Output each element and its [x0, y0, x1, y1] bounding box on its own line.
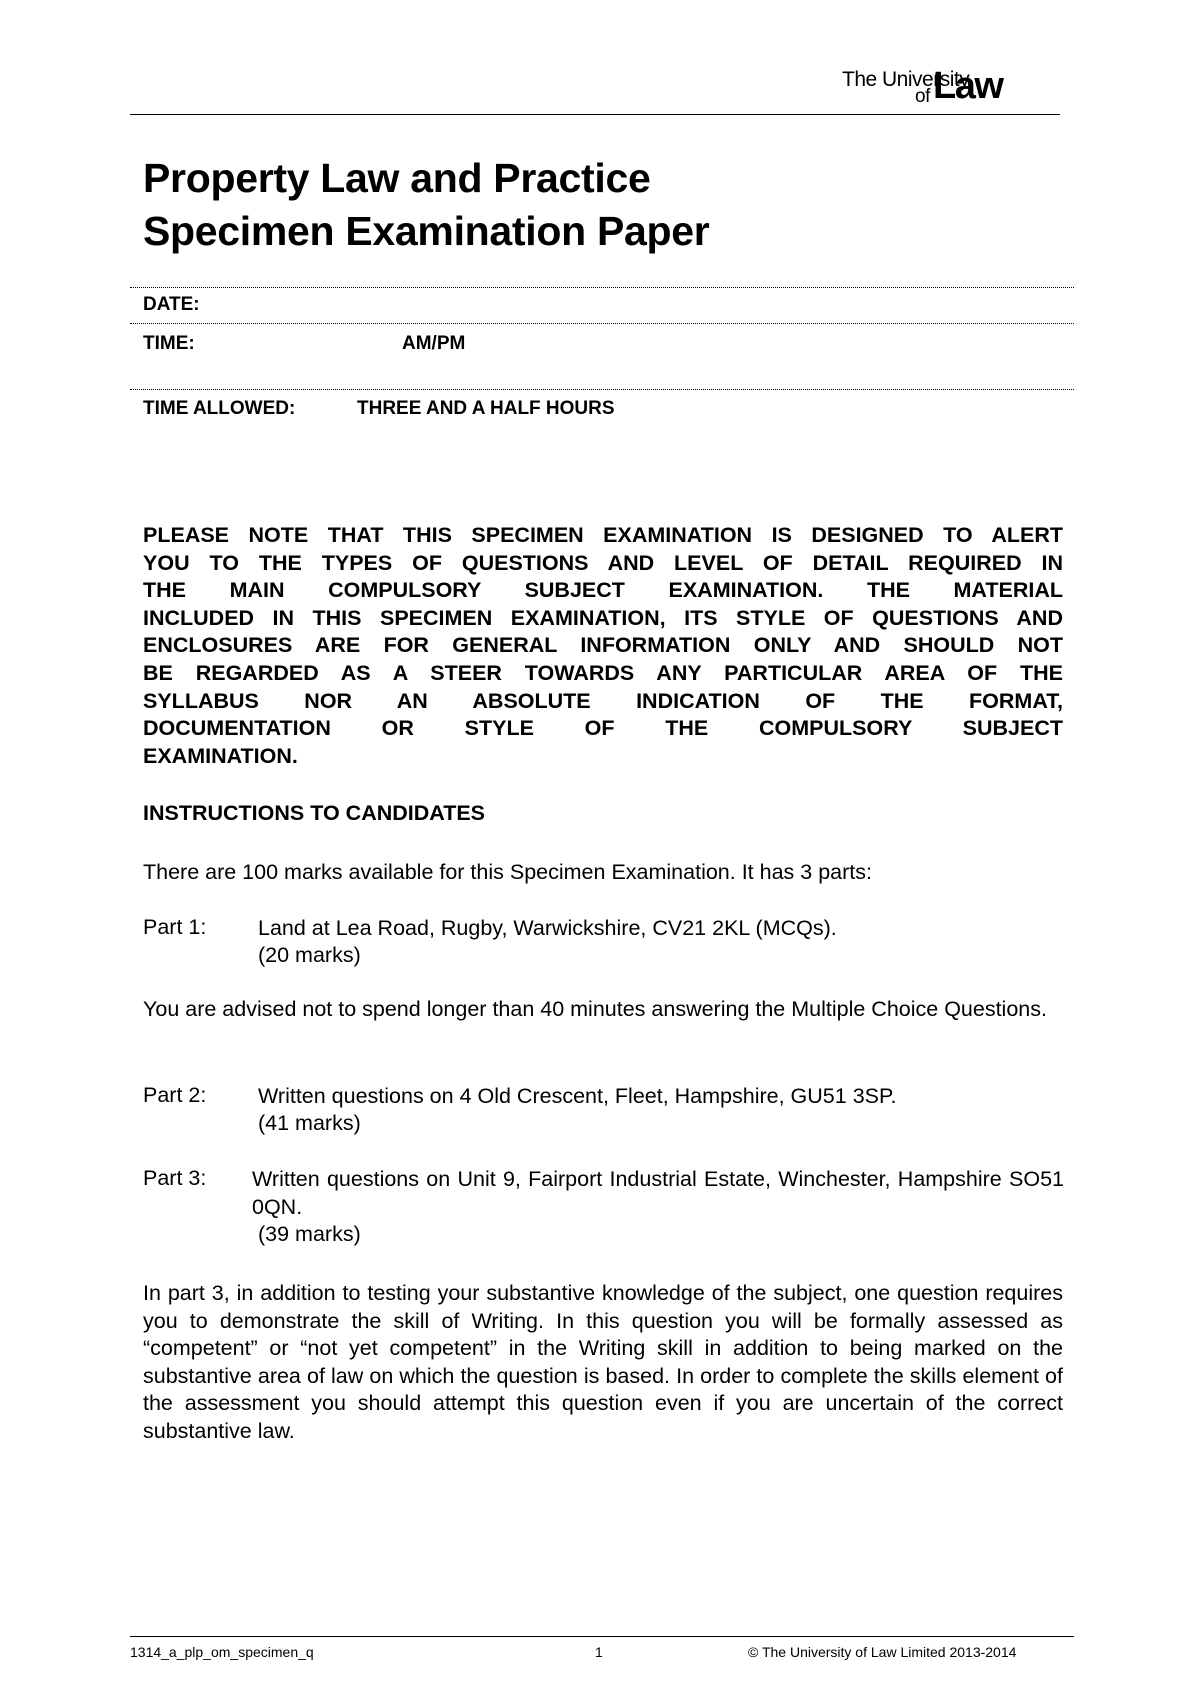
mcq-advice: You are advised not to spend longer than 40 minutes answering the Multiple Choice Questions.	[143, 997, 1047, 1021]
time-allowed-value: THREE AND A HALF HOURS	[357, 398, 615, 419]
notice-line-4: INCLUDED IN THIS SPECIMEN EXAMINATION, ITS STYLE OF QUESTIONS AND	[143, 605, 1063, 630]
notice-line-7: SYLLABUS NOR AN ABSOLUTE INDICATION OF THE FORMAT,	[143, 688, 1063, 713]
part-3-text: Written questions on Unit 9, Fairport Industrial Estate, Winchester, Hampshire SO51 0QN.	[252, 1167, 1064, 1219]
logo-the-university-text: The University	[842, 68, 970, 91]
notice-line-5: ENCLOSURES ARE FOR GENERAL INFORMATION ONLY AND SHOULD NOT	[143, 633, 1063, 658]
header-divider	[130, 114, 1060, 115]
title-line-2: Specimen Examination Paper	[143, 208, 710, 254]
notice-line-2: YOU TO THE TYPES OF QUESTIONS AND LEVEL OF DETAIL REQUIRED IN	[143, 550, 1063, 575]
notice-line-6: BE REGARDED AS A STEER TOWARDS ANY PARTICULAR AREA OF THE	[143, 660, 1063, 685]
part-2-text: Written questions on 4 Old Crescent, Fleet, Hampshire, GU51 3SP.	[258, 1084, 897, 1108]
instructions-heading: INSTRUCTIONS TO CANDIDATES	[143, 801, 486, 825]
footer-page-number: 1	[595, 1644, 603, 1660]
part-3-label: Part 3:	[143, 1166, 207, 1190]
university-logo	[830, 64, 1060, 108]
part-1-label: Part 1:	[143, 915, 207, 939]
logo-of-text: of	[915, 86, 930, 107]
part-1-text: Land at Lea Road, Rugby, Warwickshire, CV21 2KL (MCQs).	[258, 916, 837, 940]
instructions-intro: There are 100 marks available for this Specimen Examination. It has 3 parts:	[143, 860, 872, 884]
title-line-1: Property Law and Practice	[143, 155, 651, 201]
document-title	[143, 152, 709, 258]
notice-line-8: DOCUMENTATION OR STYLE OF THE COMPULSORY SUBJECT	[143, 716, 1063, 741]
notice-line-9: EXAMINATION.	[143, 743, 298, 768]
notice-line-3: THE MAIN COMPULSORY SUBJECT EXAMINATION. THE MATERIAL	[143, 578, 1063, 603]
writing-skill-note: In part 3, in addition to testing your substantive knowledge of the subject, one question requires you to demonstrate the skill of Writing. In this question you will be formally assessed as “competent” or “not yet competent” in the Writing skill in addition to being marked on the substantive area of law on which the question is based. In order to complete the skills element of the assessment you should attempt this question even if you are uncertain of the correct substantive law.	[143, 1281, 1063, 1443]
footer-copyright: © The University of Law Limited 2013-2014	[748, 1644, 1017, 1660]
time-allowed-label: TIME ALLOWED:	[143, 398, 296, 419]
part-3-marks: (39 marks)	[258, 1222, 361, 1246]
dotted-divider-3	[130, 389, 1074, 390]
footer-divider	[130, 1636, 1074, 1637]
specimen-notice	[143, 522, 1063, 770]
time-value: AM/PM	[402, 333, 466, 354]
notice-line-1: PLEASE NOTE THAT THIS SPECIMEN EXAMINATION IS DESIGNED TO ALERT	[143, 523, 1063, 547]
footer-document-code: 1314_a_plp_om_specimen_q	[130, 1644, 314, 1660]
dotted-divider-2	[130, 323, 1074, 324]
part-2-marks: (41 marks)	[258, 1111, 361, 1135]
logo-law-text: Law	[933, 65, 1003, 107]
part-2-label: Part 2:	[143, 1083, 207, 1107]
dotted-divider-1	[130, 287, 1074, 288]
time-label: TIME:	[143, 333, 195, 354]
part-1-marks: (20 marks)	[258, 943, 361, 967]
date-label: DATE:	[143, 294, 200, 315]
